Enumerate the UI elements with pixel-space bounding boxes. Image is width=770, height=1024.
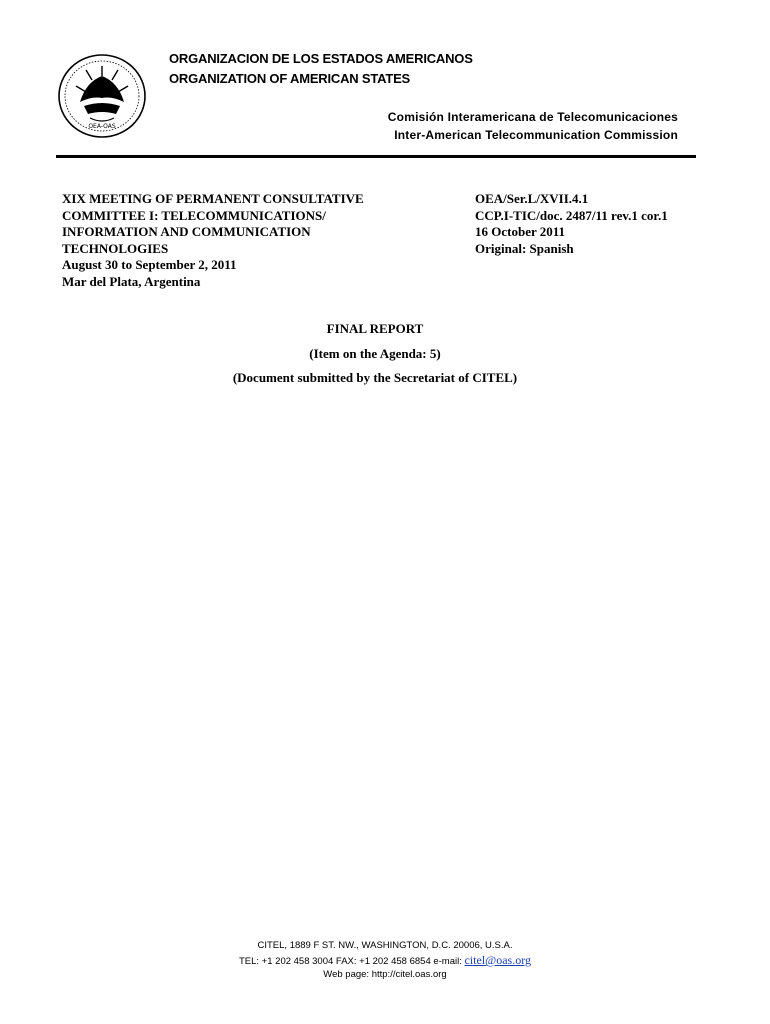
document-number: CCP.I-TIC/doc. 2487/11 rev.1 cor.1 — [475, 207, 668, 223]
report-title: FINAL REPORT — [326, 321, 424, 336]
series-reference: OEA/Ser.L/XVII.4.1 — [475, 191, 589, 206]
footer-phone-fax: TEL: +1 202 458 3004 FAX: +1 202 458 6854 e-mail: — [238, 956, 465, 967]
org-name-english: ORGANIZATION OF AMERICAN STATES — [169, 71, 411, 86]
document-date: 16 October 2011 — [475, 224, 566, 239]
seal-text: OEA-OAS — [88, 123, 116, 130]
org-name-spanish: ORGANIZACION DE LOS ESTADOS AMERICANOS — [169, 51, 473, 66]
email-link[interactable]: citel@oas.org — [464, 953, 531, 967]
header-divider — [56, 155, 696, 158]
meeting-line: TECHNOLOGIES — [62, 240, 169, 256]
meeting-dates: August 30 to September 2, 2011 — [62, 257, 237, 272]
footer-address: CITEL, 1889 F ST. NW., WASHINGTON, D.C. 20006, U.S.A. — [257, 940, 513, 951]
commission-name-spanish: Comisión Interamericana de Telecomunicaciones — [387, 110, 678, 124]
oas-seal-logo — [56, 52, 148, 140]
agenda-item: (Item on the Agenda: 5) — [309, 346, 441, 361]
meeting-location: Mar del Plata, Argentina — [62, 273, 201, 289]
submitted-by: (Document submitted by the Secretariat of CITEL) — [232, 370, 518, 385]
commission-name-english: Inter-American Telecommunication Commission — [394, 128, 678, 142]
footer-web-page: Web page: http://citel.oas.org — [323, 969, 447, 980]
meeting-line: COMMITTEE I: TELECOMMUNICATIONS/ — [62, 207, 326, 223]
meeting-line: INFORMATION AND COMMUNICATION — [62, 224, 311, 239]
original-language: Original: Spanish — [475, 240, 574, 256]
document-reference-block — [475, 191, 668, 257]
meeting-line: XIX MEETING OF PERMANENT CONSULTATIVE — [62, 191, 364, 206]
meeting-info-block — [62, 191, 364, 290]
